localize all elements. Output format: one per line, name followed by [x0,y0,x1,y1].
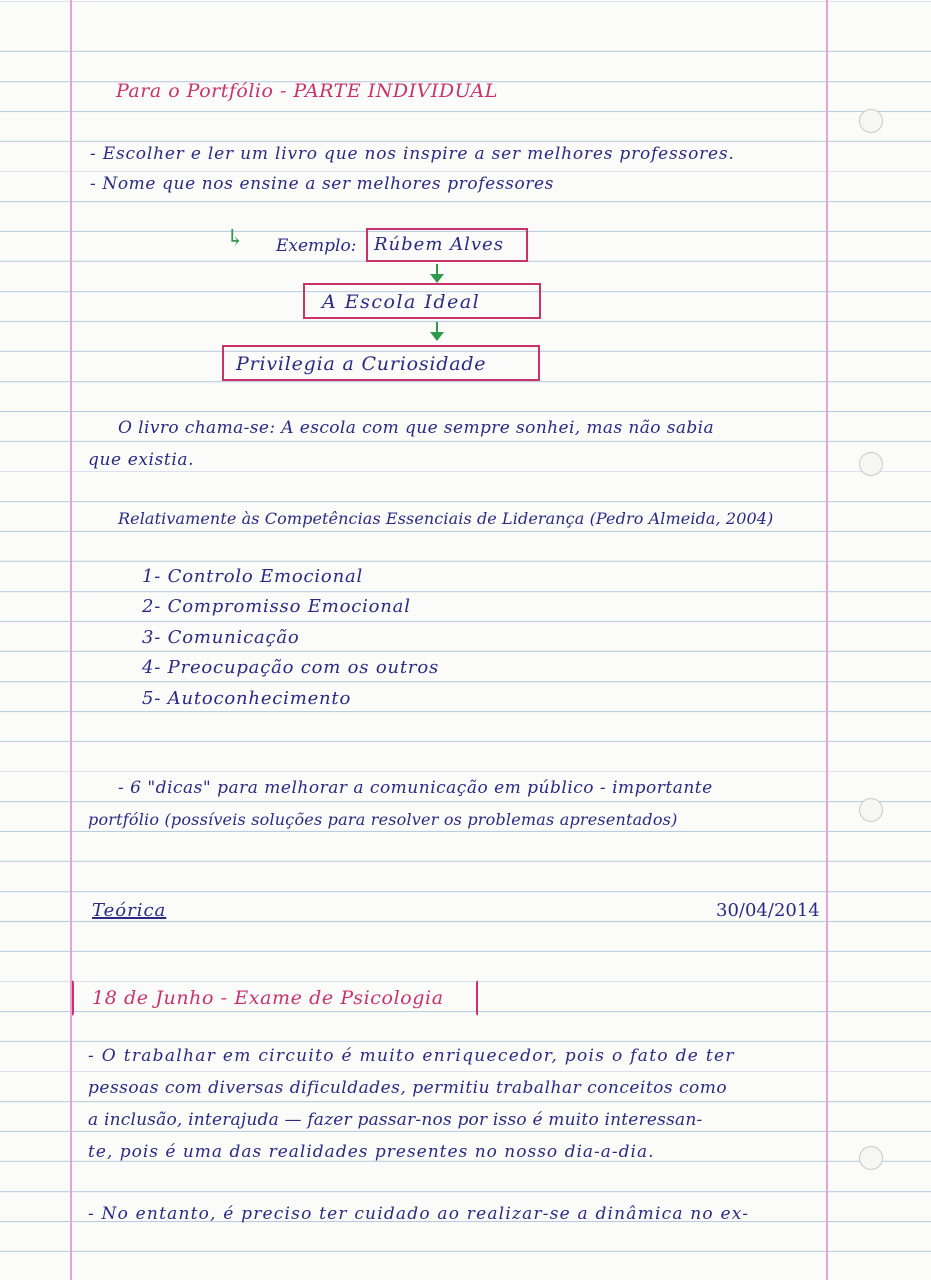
bullet-line: - Escolher e ler um livro que nos inspire a ser melhores professores. [90,144,735,164]
bullet-line: - Nome que nos ensine a ser melhores professores [90,174,554,194]
left-margin-line [70,0,72,1280]
author-name: Rúbem Alves [374,234,504,255]
competency-item: 3- Comunicação [142,627,300,648]
tips-line: portfólio (possíveis soluções para resolver os problemas apresentados) [88,810,678,829]
exam-text: 18 de Junho - Exame de Psicologia [92,987,444,1009]
competency-item: 2- Compromisso Emocional [142,596,411,617]
binder-hole [859,109,883,133]
competency-item: 4- Preocupação com os outros [142,657,440,678]
section-date: 30/04/2014 [716,900,820,921]
paragraph-line: pessoas com diversas dificuldades, permitiu trabalhar conceitos como [88,1078,728,1098]
competency-item: 5- Autoconhecimento [142,688,352,709]
competencies-intro: Relativamente às Competências Essenciais de Liderança (Pedro Almeida, 2004) [118,509,774,528]
example-label: Exemplo: [276,236,357,256]
paragraph-line: - O trabalhar em circuito é muito enriquecedor, pois o fato de ter [88,1046,735,1066]
right-margin-line [826,0,828,1280]
paragraph-line: a inclusão, interajuda — fazer passar-nos por isso é muito interessan- [88,1110,703,1130]
book-title: A Escola Ideal [322,291,481,313]
binder-hole [859,452,883,476]
binder-hole [859,1146,883,1170]
paragraph-line: - No entanto, é preciso ter cuidado ao realizar-se a dinâmica no ex- [88,1204,750,1224]
paragraph-line: te, pois é uma das realidades presentes no nosso dia-a-dia. [88,1142,655,1162]
book-note-line: O livro chama-se: A escola com que sempre sonhei, mas não sabia [118,418,715,438]
theme-text: Privilegia a Curiosidade [236,353,487,375]
example-arrow-icon: ↳ [226,226,245,251]
section-title: Teórica [92,900,167,921]
competency-item: 1- Controlo Emocional [142,566,364,587]
tips-line: - 6 "dicas" para melhorar a comunicação em público - importante [118,778,713,798]
book-note-line: que existia. [88,450,195,470]
binder-hole [859,798,883,822]
page-heading: Para o Portfólio - PARTE INDIVIDUAL [116,80,498,102]
